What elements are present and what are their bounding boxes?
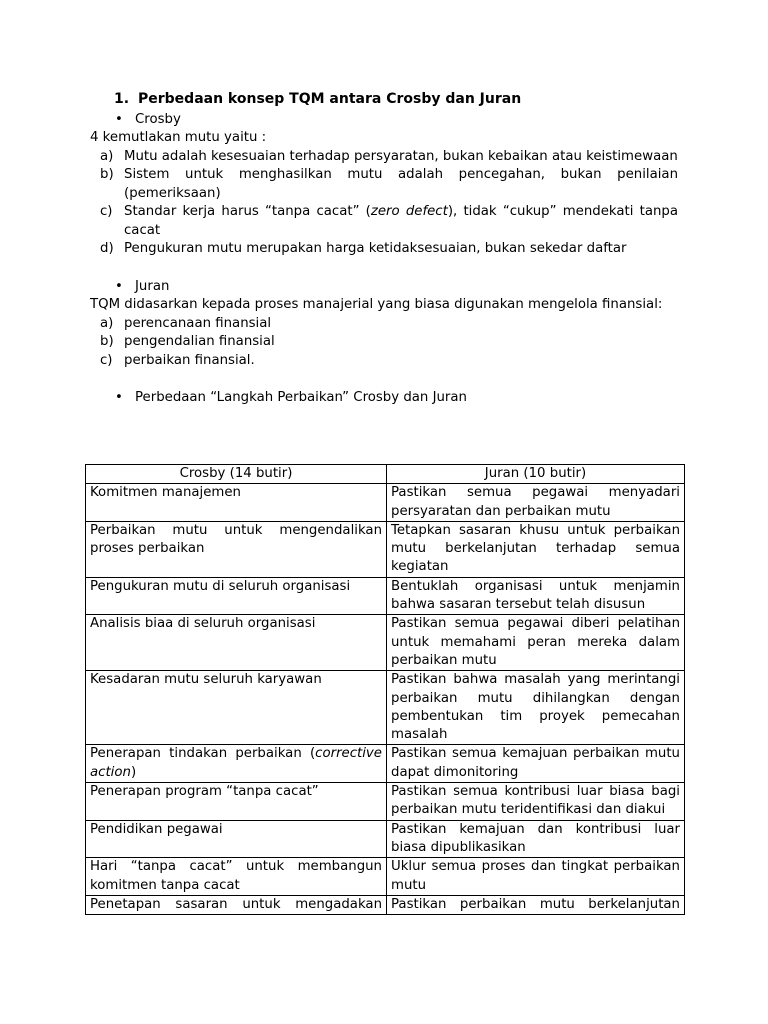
crosby-intro: 4 kemutlakan mutu yaitu :	[90, 130, 267, 145]
cell-juran: Pastikan semua kemajuan perbaikan mutu dapat dimonitoring	[387, 745, 685, 783]
list-item-label: c)	[100, 352, 113, 368]
table-row	[86, 820, 685, 858]
list-item-label: d)	[100, 241, 114, 256]
cell-juran: Pastikan kemajuan dan kontribusi luar biasa dipublikasikan	[387, 820, 685, 858]
bullet-dot-icon: •	[115, 111, 123, 127]
cell-juran: Pastikan perbaikan mutu berkelanjutan	[387, 895, 685, 914]
cell-crosby: Hari “tanpa cacat” untuk membangun komitmen tanpa cacat	[86, 858, 387, 896]
cell-crosby: Kesadaran mutu seluruh karyawan	[86, 671, 387, 745]
cell-juran: Pastikan bahwa masalah yang merintangi perbaikan mutu dihilangkan dengan pembentukan tim proyek pemecahan masalah	[387, 671, 685, 745]
list-item	[90, 166, 678, 203]
list-item-label: b)	[100, 167, 114, 182]
italic-term: corrective action	[90, 746, 382, 780]
table-row	[86, 615, 685, 671]
heading-number: 1.	[114, 91, 130, 107]
cell-crosby: Analisis biaa di seluruh organisasi	[86, 615, 387, 671]
juran-list	[90, 315, 678, 371]
list-item	[90, 315, 678, 334]
list-item-text: pengendalian finansial	[124, 334, 275, 349]
cell-juran: Bentuklah organisasi untuk menjamin bahwa sasaran tersebut telah disusun	[387, 577, 685, 615]
cell-juran: Tetapkan sasaran khusu untuk perbaikan mutu berkelanjutan terhadap semua kegiatan	[387, 521, 685, 577]
list-item-label: b)	[100, 334, 114, 349]
bullet-dot-icon: •	[115, 390, 123, 405]
italic-term: zero defect	[370, 204, 448, 219]
list-item-text: perencanaan finansial	[124, 315, 272, 331]
heading-text: Perbedaan konsep TQM antara Crosby dan Juran	[138, 91, 522, 107]
list-item	[90, 148, 678, 167]
table-row	[86, 521, 685, 577]
cell-crosby: Perbaikan mutu untuk mengendalikan proses perbaikan	[86, 521, 387, 577]
cell-crosby: Penerapan tindakan perbaikan (corrective action)	[86, 745, 387, 783]
juran-intro: TQM didasarkan kepada proses manajerial yang biasa digunakan mengelola finansial:	[90, 297, 663, 312]
list-item-text: Sistem untuk menghasilkan mutu adalah pencegahan, bukan penilaian (pemeriksaan)	[124, 167, 678, 201]
list-item-label: a)	[100, 148, 114, 164]
section-heading	[90, 90, 678, 109]
list-item-text: Pengukuran mutu merupakan harga ketidaksesuaian, bukan sekedar daftar	[124, 241, 627, 256]
bullet-comparison-label: Perbedaan “Langkah Perbaikan” Crosby dan Juran	[135, 390, 467, 405]
table-row	[86, 577, 685, 615]
table-row	[86, 895, 685, 914]
list-item	[90, 203, 678, 240]
table-row	[86, 671, 685, 745]
column-header-crosby: Crosby (14 butir)	[86, 465, 387, 484]
bullet-comparison	[90, 389, 678, 408]
list-item-text: Mutu adalah kesesuaian terhadap persyaratan, bukan kebaikan atau keistimewaan	[124, 148, 678, 164]
table-row	[86, 484, 685, 522]
list-item-text: Standar kerja harus “tanpa cacat” (zero defect), tidak “cukup” mendekati tanpa cacat	[124, 204, 678, 238]
table-row	[86, 783, 685, 821]
list-item	[90, 240, 678, 259]
table-row	[86, 858, 685, 896]
cell-juran: Pastikan semua pegawai diberi pelatihan untuk memahami peran mereka dalam perbaikan mutu	[387, 615, 685, 671]
bullet-juran-label: Juran	[135, 278, 170, 294]
bullet-crosby	[90, 111, 678, 130]
bullet-dot-icon: •	[115, 278, 123, 294]
cell-crosby: Penetapan sasaran untuk mengadakan	[86, 895, 387, 914]
cell-crosby: Pendidikan pegawai	[86, 820, 387, 858]
cell-juran: Pastikan semua kontribusi luar biasa bagi perbaikan mutu teridentifikasi dan diakui	[387, 783, 685, 821]
column-header-juran: Juran (10 butir)	[387, 465, 685, 484]
cell-crosby: Penerapan program “tanpa cacat”	[86, 783, 387, 821]
list-item	[90, 352, 678, 371]
bullet-crosby-label: Crosby	[135, 111, 181, 127]
cell-juran: Uklur semua proses dan tingkat perbaikan mutu	[387, 858, 685, 896]
list-item	[90, 333, 678, 352]
bullet-juran	[90, 278, 678, 297]
cell-crosby: Pengukuran mutu di seluruh organisasi	[86, 577, 387, 615]
cell-crosby: Komitmen manajemen	[86, 484, 387, 522]
table-header-row	[86, 465, 685, 484]
comparison-table	[85, 464, 685, 915]
list-item-text: perbaikan finansial.	[124, 352, 255, 368]
list-item-label: a)	[100, 315, 114, 331]
table-row	[86, 745, 685, 783]
crosby-list	[90, 148, 678, 259]
list-item-label: c)	[100, 204, 113, 219]
cell-juran: Pastikan semua pegawai menyadari persyaratan dan perbaikan mutu	[387, 484, 685, 522]
document-page	[90, 90, 678, 408]
